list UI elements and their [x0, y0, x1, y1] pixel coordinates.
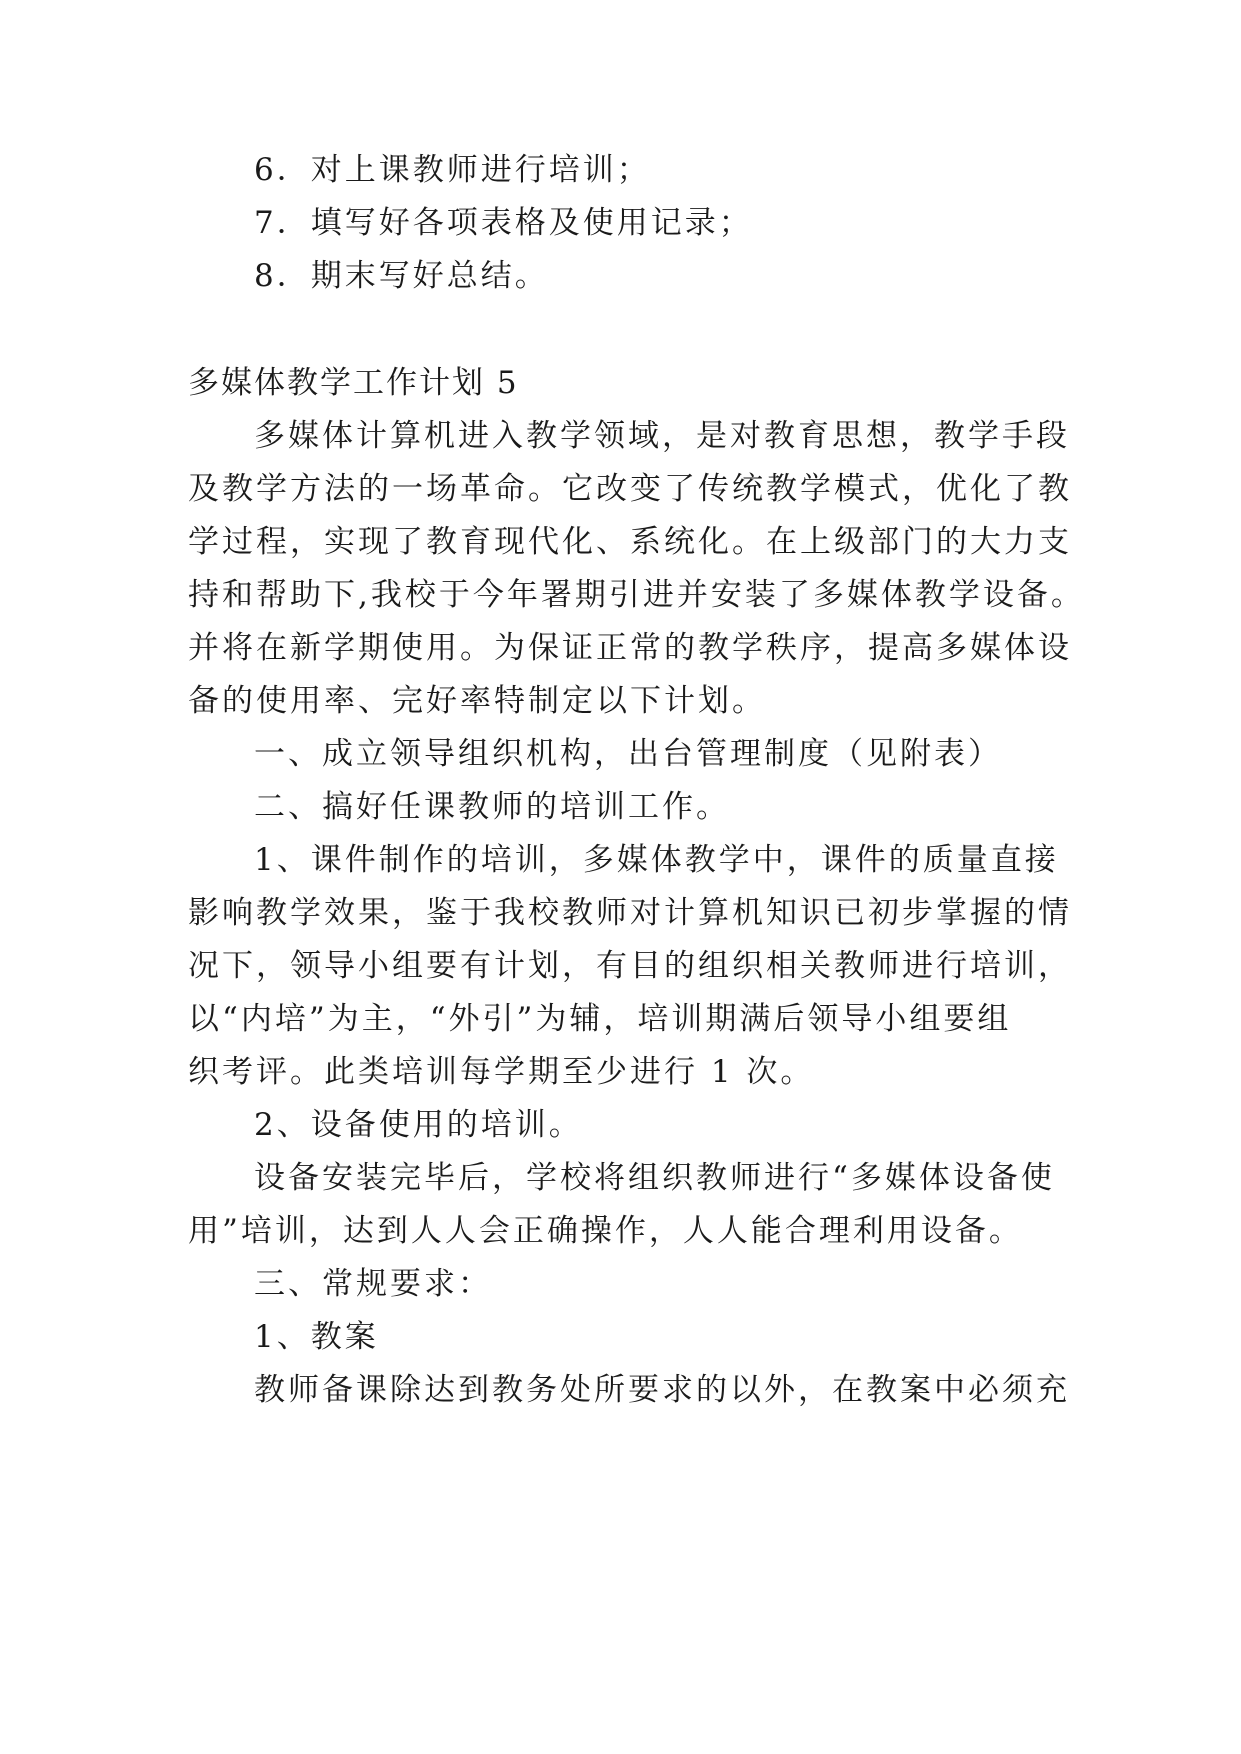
sub-one: 1、教案 [254, 1319, 379, 1355]
intro-line-4: 持和帮助下,我校于今年署期引进并安装了多媒体教学设备。 [188, 577, 1085, 613]
intro-line-1: 多媒体计算机进入教学领域，是对教育思想，教学手段 [254, 418, 1070, 454]
training-one-line-4: 以“内培”为主，“外引”为辅，培训期满后领导小组要组 [188, 1001, 1012, 1037]
equipment-line-2: 用”培训，达到人人会正确操作，人人能合理利用设备。 [188, 1213, 1023, 1249]
list-item-7: 7．填写好各项表格及使用记录； [254, 205, 753, 241]
last-line: 教师备课除达到教务处所要求的以外，在教案中必须充 [254, 1372, 1070, 1408]
training-two: 2、设备使用的培训。 [254, 1107, 583, 1143]
point-three: 三、常规要求： [254, 1266, 492, 1302]
list-item-8: 8．期末写好总结。 [254, 258, 549, 294]
list-item-6: 6．对上课教师进行培训； [254, 152, 651, 188]
training-one-line-3: 况下，领导小组要有计划，有目的组织相关教师进行培训， [188, 948, 1072, 984]
training-one-line-1: 1、课件制作的培训，多媒体教学中，课件的质量直接 [254, 842, 1059, 878]
point-one: 一、成立领导组织机构，出台管理制度（见附表） [254, 736, 1002, 772]
training-one-line-2: 影响教学效果，鉴于我校教师对计算机知识已初步掌握的情 [188, 895, 1072, 931]
intro-line-3: 学过程，实现了教育现代化、系统化。在上级部门的大力支 [188, 524, 1072, 560]
intro-line-6: 备的使用率、完好率特制定以下计划。 [188, 683, 766, 719]
intro-line-2: 及教学方法的一场革命。它改变了传统教学模式，优化了教 [188, 471, 1072, 507]
equipment-line-1: 设备安装完毕后，学校将组织教师进行“多媒体设备使 [254, 1160, 1055, 1196]
intro-line-5: 并将在新学期使用。为保证正常的教学秩序，提高多媒体设 [188, 630, 1072, 666]
section-title: 多媒体教学工作计划 5 [188, 365, 519, 401]
training-one-line-5: 织考评。此类培训每学期至少进行 1 次。 [188, 1054, 815, 1090]
point-two: 二、搞好任课教师的培训工作。 [254, 789, 730, 825]
